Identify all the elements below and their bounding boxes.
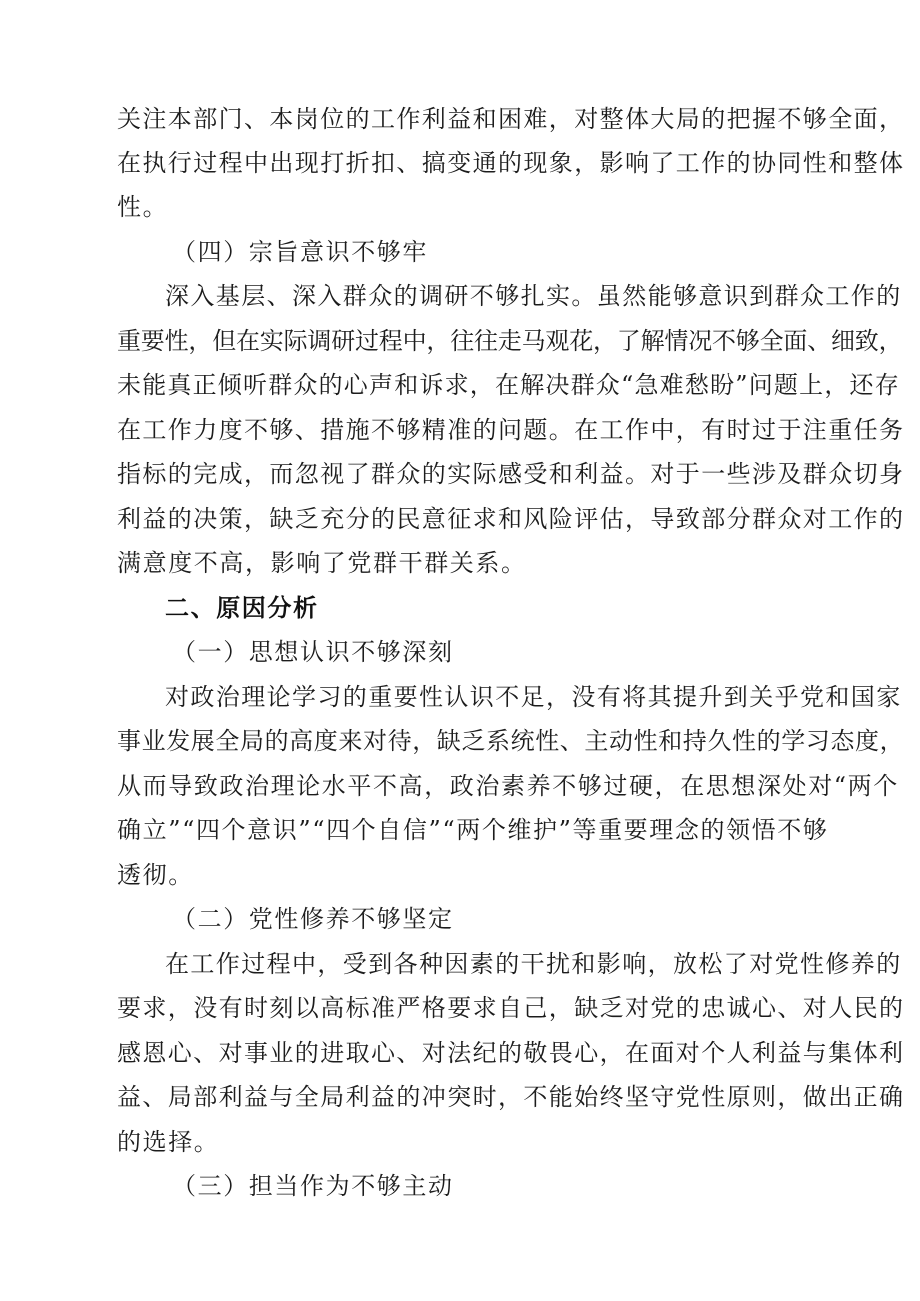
body-text-line: 指标的完成，而忽视了群众的实际感受和利益。对于一些涉及群众切身 [117,460,905,488]
subheading: （三）担当作为不够主动 [172,1172,454,1200]
body-text-line: 透彻。 [117,861,194,889]
body-text-line: 益、局部利益与全局利益的冲突时，不能始终坚守党性原则，做出正确 [117,1083,905,1111]
body-text-line: 对政治理论学习的重要性认识不足，没有将其提升到关乎党和国家 [165,683,902,711]
body-text-line: 确立”“四个意识”“四个自信”“两个维护”等重要理念的领悟不够 [117,816,829,844]
body-text-line: 未能真正倾听群众的心声和诉求，在解决群众“急难愁盼”问题上，还存 [117,371,900,399]
body-text-line: 满意度不高，影响了党群干群关系。 [117,549,527,577]
body-text-line: 利益的决策，缺乏充分的民意征求和风险评估，导致部分群众对工作的 [117,505,905,533]
body-text-line: 在工作过程中，受到各种因素的干扰和影响，放松了对党性修养的 [165,950,902,978]
subheading: （一）思想认识不够深刻 [172,638,454,666]
body-text-line: 从而导致政治理论水平不高，政治素养不够过硬，在思想深处对“两个 [117,772,899,800]
body-text-line: 性。 [117,193,169,221]
body-text-line: 在工作力度不够、措施不够精准的问题。在工作中，有时过于注重任务 [117,416,905,444]
body-text-line: 重要性，但在实际调研过程中，往往走马观花，了解情况不够全面、细致， [117,327,903,355]
body-text-line: 深入基层、深入群众的调研不够扎实。虽然能够意识到群众工作的 [165,282,902,310]
subheading: （二）党性修养不够坚定 [172,905,454,933]
body-text-line: 感恩心、对事业的进取心、对法纪的敬畏心，在面对个人利益与集体利 [117,1039,905,1067]
body-text-line: 在执行过程中出现打折扣、搞变通的现象，影响了工作的协同性和整体 [117,149,905,177]
subheading: （四）宗旨意识不够牢 [172,238,428,266]
body-text-line: 的选择。 [117,1128,220,1156]
body-text-line: 要求，没有时刻以高标准严格要求自己，缺乏对党的忠诚心、对人民的 [117,994,905,1022]
body-text-line: 关注本部门、本岗位的工作利益和困难，对整体大局的把握不够全面， [117,105,905,133]
section-heading: 二、原因分析 [165,594,319,622]
body-text-line: 事业发展全局的高度来对待，缺乏系统性、主动性和持久性的学习态度， [117,727,905,755]
